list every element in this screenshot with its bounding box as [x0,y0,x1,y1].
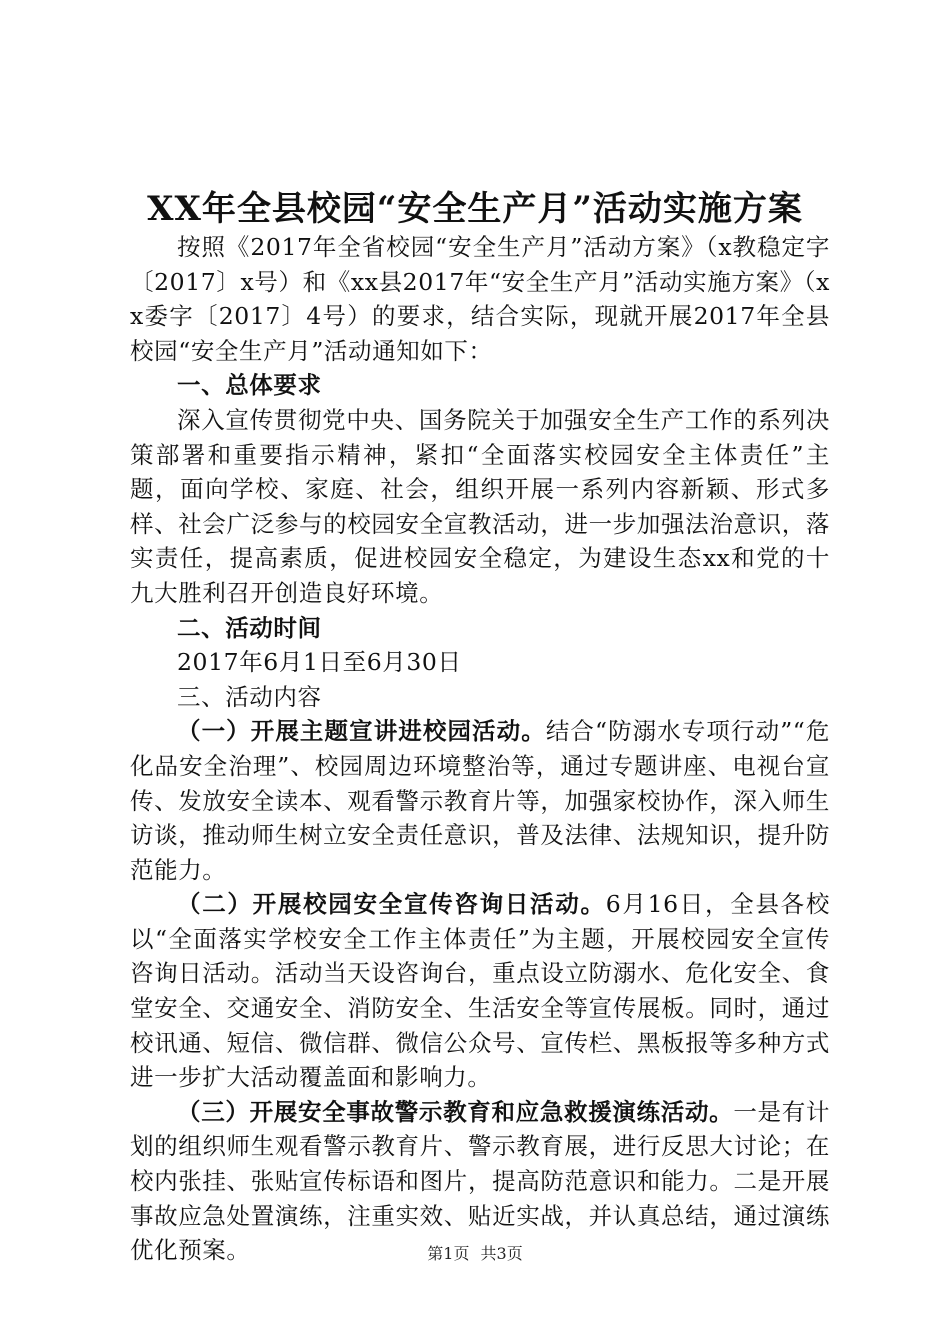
document-body [130,230,830,1268]
activity-item-1-lead: （一）开展主题宣讲进校园活动。 [177,717,546,746]
activity-item-3-lead: （三）开展安全事故警示教育和应急救援演练活动。 [177,1097,734,1126]
activity-item-1-body: 结合“防溺水专项行动”“危化品安全治理”、校园周边环境整治等，通过专题讲座、电视台宣传、发放安全读本、观看警示教育片等，加强家校协作，深入师生访谈，推动师生树立安全责任意识，普及法律、法规知识，提升防范能力。 [130,717,831,884]
activity-item-2-body: 6月16日，全县各校以“全面落实学校安全工作主体责任”为主题，开展校园安全宣传咨询日活动。活动当天设咨询台，重点设立防溺水、危化安全、食堂安全、交通安全、消防安全、生活安全等宣传展板。同时，通过校讯通、短信、微信群、微信公众号、宣传栏、黑板报等多种方式进一步扩大活动覆盖面和影响力。 [130,890,830,1092]
section-heading-general-requirements: 一、总体要求 [177,371,322,400]
intro-paragraph: 按照《2017年全省校园“安全生产月”活动方案》（x教稳定字〔2017〕x号）和《xx县2017年“安全生产月”活动实施方案》（xx委字〔2017〕4号）的要求，结合实际，现就开展2017年全县校园“安全生产月”活动通知如下： [130,233,830,365]
page-number: 第1页 [427,1244,470,1263]
general-requirements-paragraph: 深入宣传贯彻党中央、国务院关于加强安全生产工作的系列决策部署和重要指示精神，紧扣“全面落实校园安全主体责任”主题，面向学校、家庭、社会，组织开展一系列内容新颖、形式多样、社会广泛参与的校园安全宣教活动，进一步加强法治意识，落实责任，提高素质，促进校园安全稳定，为建设生态xx和党的十九大胜利召开创造良好环境。 [130,405,830,607]
page-total: 共3页 [480,1244,523,1263]
activity-item-1 [130,714,830,887]
activity-item-2 [130,887,830,1095]
activity-item-3 [130,1095,830,1268]
section-heading-activity-content: 三、活动内容 [177,682,322,711]
activity-time-paragraph: 2017年6月1日至6月30日 [177,648,462,677]
activity-item-3-body: 一是有计划的组织师生观看警示教育片、警示教育展，进行反思大讨论；在校内张挂、张贴宣传标语和图片，提高防范意识和能力。二是开展事故应急处置演练，注重实效、贴近实战，并认真总结，通过演练优化预案。 [130,1097,830,1265]
section-heading-activity-time: 二、活动时间 [177,613,322,642]
activity-item-2-lead: （二）开展校园安全宣传咨询日活动。 [177,890,606,919]
document-title: XX年全县校园“安全生产月”活动实施方案 [147,189,803,229]
page-footer [0,1244,950,1264]
